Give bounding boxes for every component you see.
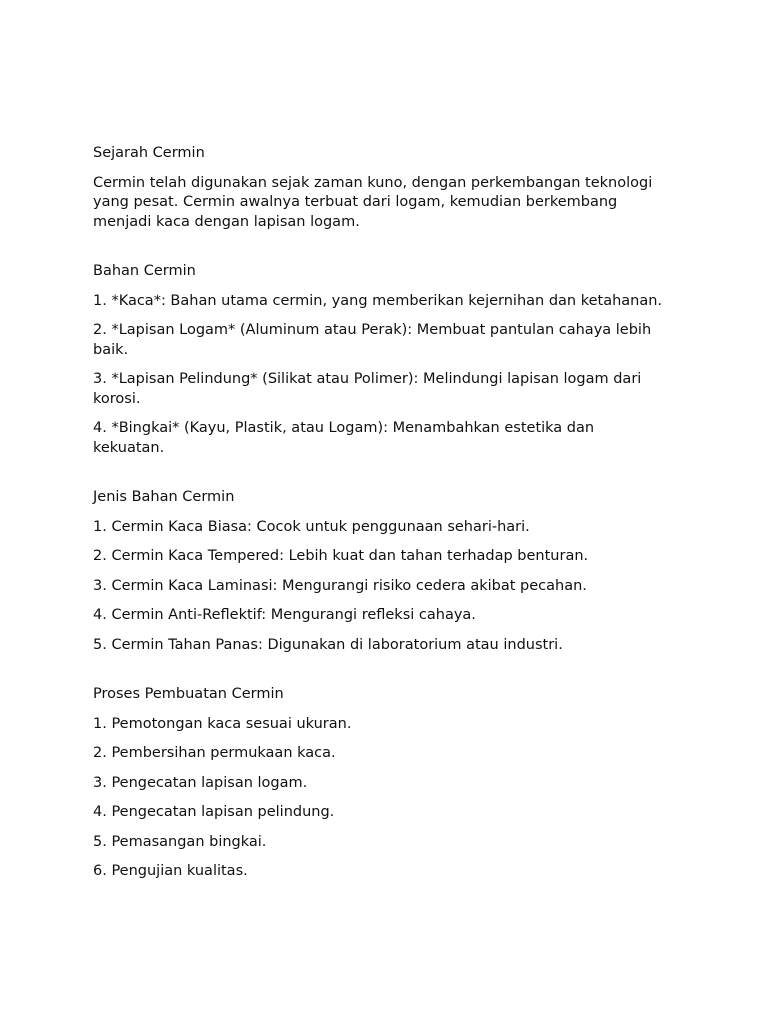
section-heading: Sejarah Cermin: [93, 145, 205, 161]
section-proses-pembuatan-cermin: [93, 685, 663, 882]
section-heading: Bahan Cermin: [93, 263, 196, 279]
section-jenis-bahan-cermin: [93, 488, 663, 655]
list-item: 5. Pemasangan bingkai.: [93, 833, 267, 850]
section-sejarah-cermin: [93, 144, 663, 232]
list-item: 1. *Kaca*: Bahan utama cermin, yang memberikan kejernihan dan ketahanan.: [93, 292, 663, 309]
list-item: 6. Pengujian kualitas.: [93, 863, 248, 879]
list-item: 1. Cermin Kaca Biasa: Cocok untuk penggunaan sehari-hari.: [93, 518, 530, 535]
section-bahan-cermin: [93, 262, 663, 458]
list-item: 4. *Bingkai* (Kayu, Plastik, atau Logam): Menambahkan estetika dan kekuatan.: [93, 420, 595, 456]
list-item: 3. Cermin Kaca Laminasi: Mengurangi risiko cedera akibat pecahan.: [93, 577, 587, 594]
list-item: 2. Cermin Kaca Tempered: Lebih kuat dan tahan terhadap benturan.: [93, 548, 589, 564]
list-item: 1. Pemotongan kaca sesuai ukuran.: [93, 715, 352, 732]
list-item: 2. *Lapisan Logam* (Aluminum atau Perak): Membuat pantulan cahaya lebih baik.: [93, 322, 652, 358]
list-item: 3. Pengecatan lapisan logam.: [93, 774, 308, 791]
section-heading: Proses Pembuatan Cermin: [93, 686, 284, 702]
document-page: [93, 144, 663, 882]
section-paragraph: Cermin telah digunakan sejak zaman kuno, dengan perkembangan teknologi yang pesat. Cermin awalnya terbuat dari logam, kemudian berkembang menjadi kaca dengan lapisan logam.: [93, 174, 653, 230]
list-item: 5. Cermin Tahan Panas: Digunakan di laboratorium atau industri.: [93, 636, 563, 653]
section-heading: Jenis Bahan Cermin: [93, 489, 235, 505]
list-item: 2. Pembersihan permukaan kaca.: [93, 745, 336, 761]
list-item: 4. Pengecatan lapisan pelindung.: [93, 804, 335, 820]
list-item: 4. Cermin Anti-Reflektif: Mengurangi refleksi cahaya.: [93, 607, 476, 623]
list-item: 3. *Lapisan Pelindung* (Silikat atau Polimer): Melindungi lapisan logam dari korosi.: [93, 371, 642, 407]
